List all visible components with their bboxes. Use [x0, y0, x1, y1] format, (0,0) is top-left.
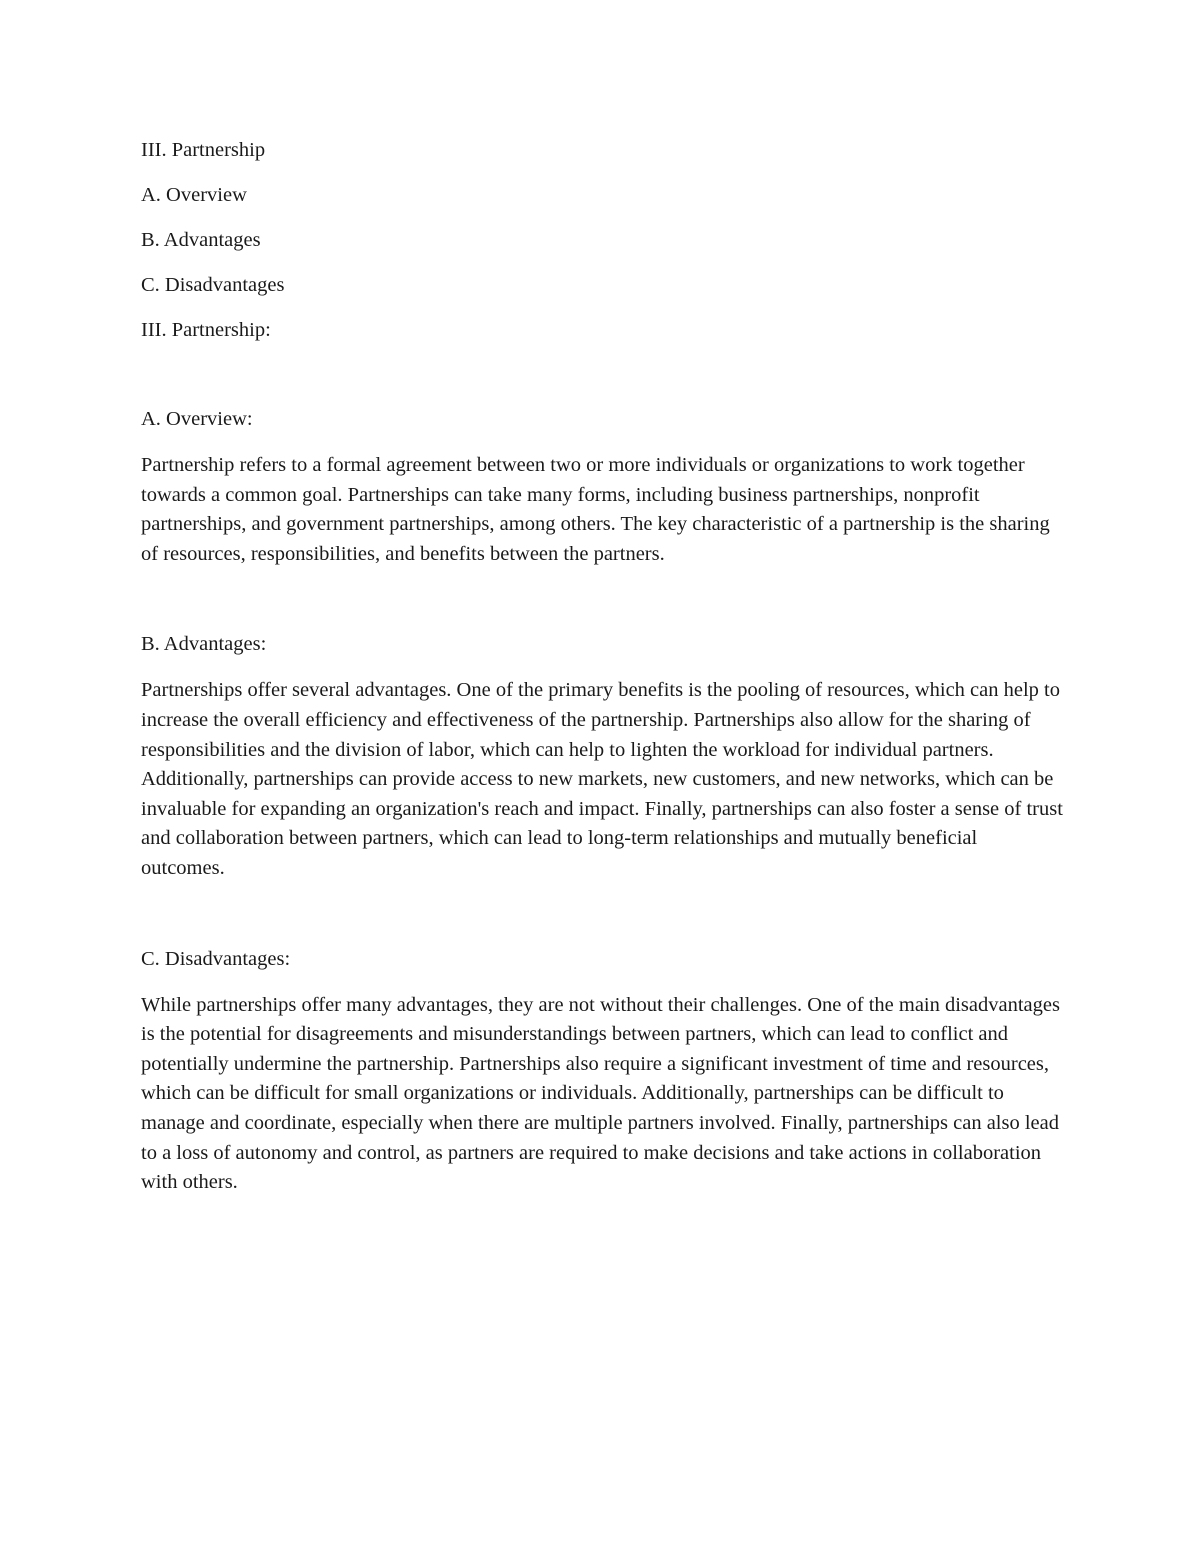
- outline-item-advantages: B. Advantages: [141, 229, 261, 251]
- outline: [141, 138, 1066, 343]
- outline-item-partnership: III. Partnership: [141, 139, 266, 161]
- spacer: [141, 884, 1066, 947]
- section-heading-advantages: B. Advantages:: [141, 633, 267, 656]
- outline-item-disadvantages: C. Disadvantages: [141, 274, 285, 296]
- section-heading-disadvantages: C. Disadvantages:: [141, 947, 291, 970]
- spacer: [141, 363, 1066, 407]
- outline-item-partnership-section: III. Partnership:: [141, 319, 271, 341]
- section-disadvantages: [141, 947, 1066, 1198]
- section-body-overview: Partnership refers to a formal agreement between two or more individuals or organizations to work together towards a common goal. Partnerships can take many forms, including business partnerships, nonprofit partnerships, and government partnerships, among others. The key characteristic of a partnership is the sharing of resources, responsibilities, and benefits between the partners.: [141, 454, 1050, 565]
- outline-item-overview: A. Overview: [141, 184, 247, 206]
- section-body-disadvantages: While partnerships offer many advantages, they are not without their challenges. One of the main disadvantages is the potential for disagreements and misunderstandings between partners, which can lead to conflict and potentially undermine the partnership. Partnerships also require a significant investment of time and resources, which can be difficult for small organizations or individuals. Additionally, partnerships can be difficult to manage and coordinate, especially when there are multiple partners involved. Finally, partnerships can also lead to a loss of autonomy and control, as partners are required to make decisions and take actions in collaboration with others.: [141, 993, 1060, 1194]
- section-advantages: [141, 632, 1066, 883]
- document-page: [141, 138, 1066, 1198]
- section-heading-overview: A. Overview:: [141, 408, 253, 430]
- spacer: [141, 569, 1066, 632]
- section-overview: [141, 407, 1066, 569]
- section-body-advantages: Partnerships offer several advantages. One of the primary benefits is the pooling of resources, which can help to increase the overall efficiency and effectiveness of the partnership. Partnerships also allow for the sharing of responsibilities and the division of labor, which can help to lighten the workload for individual partners. Additionally, partnerships can provide access to new markets, new customers, and new networks, which can be invaluable for expanding an organization's reach and impact. Finally, partnerships can also foster a sense of trust and collaboration between partners, which can lead to long-term relationships and mutually beneficial outcomes.: [141, 679, 1063, 879]
